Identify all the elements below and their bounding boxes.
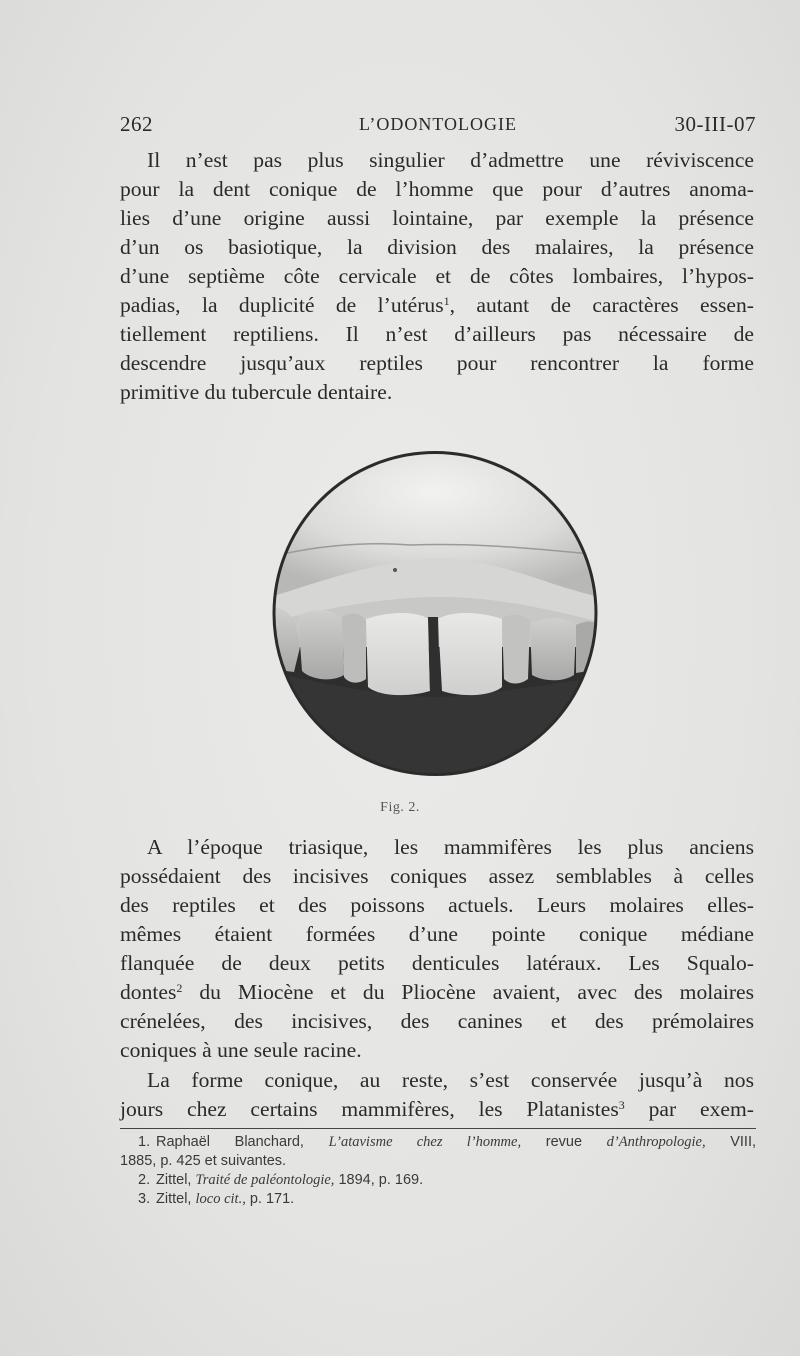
text-line: flanquée de deux petits denticules latéraux. Les Squalo- — [120, 951, 754, 975]
footnote-3 — [120, 1190, 756, 1209]
footnote-2 — [120, 1171, 756, 1190]
footnote-text: VIII, — [730, 1134, 757, 1150]
footnote-ref-2: 2 — [176, 981, 183, 995]
text-line: pour la dent conique de l’homme que pour d’autres anoma- — [120, 177, 754, 201]
text-line: primitive du tubercule dentaire. — [120, 380, 393, 404]
text-line: des reptiles et des poissons actuels. Leurs molaires elles- — [120, 893, 754, 917]
footnote-divider — [120, 1128, 756, 1129]
footnote-text: p. 171. — [249, 1191, 295, 1207]
text-line: descendre jusqu’aux reptiles pour rencontrer la forme — [120, 351, 754, 375]
text-line: padias, la duplicité de l’utérus$^1$, autant de caractères essen- — [120, 293, 754, 317]
running-header — [120, 112, 756, 140]
footnote-text: revue — [545, 1134, 583, 1150]
paragraph-2 — [120, 833, 754, 1065]
text-line — [120, 978, 754, 1007]
text-line: A l’époque triasique, les mammifères les plus anciens — [147, 835, 754, 859]
paragraph-1 — [120, 146, 754, 407]
journal-title: L’ODONTOLOGIE — [359, 114, 517, 134]
figure-caption: Fig. 2. — [380, 800, 420, 815]
text-line: possédaient des incisives coniques assez semblables à celles — [120, 864, 754, 888]
text-line: d’un os basiotique, la division des malaires, la présence — [120, 235, 754, 259]
footnote-number: 3. — [138, 1191, 151, 1207]
footnote-1-continued: 1885, p. 425 et suivantes. — [120, 1153, 287, 1169]
footnote-text: Zittel, — [156, 1191, 192, 1207]
text-fragment: dontes — [120, 980, 177, 1004]
text-line: lies d’une origine aussi lointaine, par exemple la présence — [120, 206, 754, 230]
text-fragment: padias, la duplicité de l’utérus — [120, 293, 444, 317]
paragraph-3 — [120, 1066, 754, 1124]
footnote-text: Raphaël Blanchard, — [156, 1134, 304, 1150]
text-line — [120, 1095, 754, 1124]
text-line: mêmes étaient formées d’une pointe conique médiane — [120, 922, 754, 946]
text-line: tiellement reptiliens. Il n’est d’ailleurs pas nécessaire de — [120, 322, 754, 346]
footnote-text: d’Anthropologie, — [606, 1134, 706, 1150]
footnote-ref-1: 1 — [443, 294, 450, 308]
text-fragment: autant de caractères essen- — [476, 293, 754, 317]
text-line: d’une septième côte cervicale et de côtes lombaires, l’hypos- — [120, 264, 754, 288]
page-number: 262 — [120, 112, 153, 136]
text-line: crénelées, des incisives, des canines et des prémolaires — [120, 1009, 754, 1033]
text-line: La forme conique, au reste, s’est conservée jusqu’à nos — [147, 1068, 754, 1092]
footnote-text: L’atavisme chez l’homme, — [328, 1134, 522, 1150]
issue-date: 30-III-07 — [674, 112, 756, 136]
footnote-number: 1. — [138, 1134, 151, 1150]
footnote-text: 1894, p. 169. — [338, 1172, 424, 1188]
text-fragment: par exem- — [648, 1097, 754, 1121]
footnote-text: Zittel, — [156, 1172, 192, 1188]
footnote-1 — [120, 1133, 756, 1152]
text-line: Il n’est pas plus singulier d’admettre une réviviscence — [147, 148, 754, 172]
footnote-text: Traité de paléontologie, — [195, 1172, 335, 1188]
text-fragment: du Miocène et du Pliocène avaient, avec des molaires — [199, 980, 754, 1004]
footnotes — [120, 1133, 756, 1209]
footnote-text: loco cit., — [195, 1191, 246, 1207]
text-fragment: jours chez certains mammifères, les Platanistes — [120, 1097, 619, 1121]
footnote-ref-3: 3 — [618, 1098, 625, 1112]
text-line: coniques à une seule racine. — [120, 1038, 362, 1062]
teeth-photograph — [270, 447, 600, 780]
footnote-number: 2. — [138, 1172, 151, 1188]
